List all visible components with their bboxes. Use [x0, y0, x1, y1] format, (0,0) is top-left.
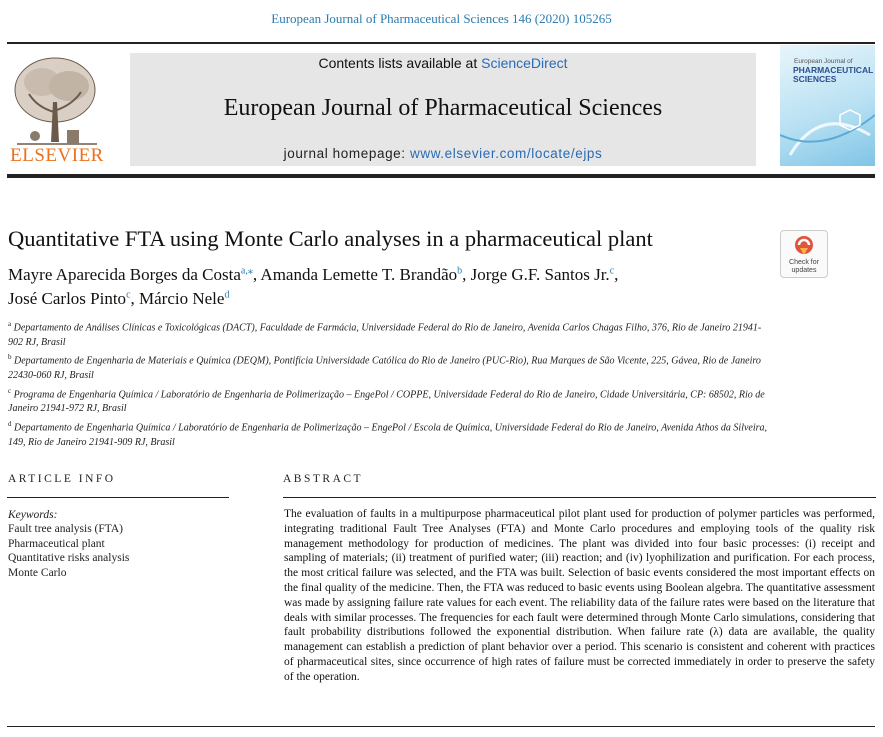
keyword: Monte Carlo — [8, 566, 67, 579]
journal-title: European Journal of Pharmaceutical Sciences — [223, 95, 663, 121]
affiliation: $^d$ Departamento de Engenharia Química / Laboratório de Engenharia de Polimerização – EngePol / Escola de Química, Universidade Federal do Rio de Janeiro, Avenida Athos da Silveira, 149, Rio de Janeiro 21941-909 RJ, Brasil — [8, 419, 768, 448]
author-name[interactable]: Márcio Nele — [139, 289, 225, 308]
keywords-list — [8, 522, 129, 580]
abstract-heading: ABSTRACT — [283, 473, 364, 485]
journal-homepage-line — [130, 146, 756, 161]
check-updates-label: Check for updates — [789, 259, 819, 274]
author-name[interactable]: José Carlos Pinto — [8, 289, 127, 308]
author-list: Mayre Aparecida Borges da Costa$^{a,⁎}$, Amanda Lemette T. Brandão$^b$, Jorge G.F. Santos Jr.$^c$, José Carlos Pinto$^c$, Márcio Nele$^d$ — [8, 265, 619, 308]
journal-citation-link[interactable]: European Journal of Pharmaceutical Sciences 146 (2020) 105265 — [271, 11, 612, 26]
abstract-rule — [283, 497, 876, 498]
check-for-updates-button[interactable] — [780, 230, 828, 278]
header-bottom-rule — [7, 174, 875, 178]
affiliation: $^b$ Departamento de Engenharia de Materiais e Química (DEQM), Pontifícia Universidade Católica do Rio de Janeiro (PUC-Rio), Rua Marques de São Vicente, 225, Gávea, Rio de Janeiro 22430-060 RJ, Brasil — [8, 353, 761, 382]
elsevier-wordmark: ELSEVIER — [10, 145, 104, 166]
author-affiliation-marker[interactable]: c — [126, 289, 131, 301]
keyword: Quantitative risks analysis — [8, 552, 130, 564]
author-name[interactable]: Amanda Lemette T. Brandão — [260, 265, 458, 284]
affiliation: $^a$ Departamento de Análises Clínicas e Toxicológicas (DACT), Faculdade de Farmácia, Universidade Federal do Rio de Janeiro, Avenida Carlos Chagas Filho, 376, Rio de Janeiro 21941-902 RJ, Brasil — [8, 320, 762, 348]
abstract-body: The evaluation of faults in a multipurpose pharmaceutical pilot plant used for production of polymer particles was performed, integrating traditional Fault Tree Analyses (FTA) and Monte Carlo procedures and employing tools of the quality risk management methodology for production of medicines. The plant was divided into four basic processes: (i) receipt and sampling of materials; (ii) treatment of purified water; (iii) reaction; and (iv) lyophilization and purification. For each process, the most critical failure was selected, and the FTA was built. Selection of basic events considered the most important effects on the final quality of the medicine. Then, the FTA was reduced to basic events using Boolean algebra. The quantitative assessment was made by assigning failure rate values for each event. The reliability data of the failure rates were based on the literature that deals with similar processes. The frequencies for each fault were determined through Monte Carlo simulations, considering that fault probability distributions followed the exponential distribution. When failure rate (λ) data are available, the quality management can establish a prediction of plant behavior over a period. This scenario is consistent and coherent with practices of pharmaceutical sites, since occurrence of high rates of failure must be corrected immediately in order to preserve the safety of the operation. — [284, 508, 875, 683]
author-affiliation-marker[interactable]: d — [224, 289, 230, 301]
article-info-heading: ARTICLE INFO — [8, 473, 116, 485]
journal-cover-thumbnail[interactable] — [780, 45, 875, 166]
affiliation: $^c$ Programa de Engenharia Química / Laboratório de Engenharia de Polimerização – EngePol / COPPE, Universidade Federal do Rio de Janeiro, Cidade Universitária, CP: 68502, Rio de Janeiro 21941-972 RJ, Brasil — [8, 386, 765, 415]
homepage-link[interactable]: www.elsevier.com/locate/ejps — [410, 146, 603, 161]
contents-available-line — [130, 55, 756, 71]
affiliation-list — [8, 317, 768, 450]
author-affiliation-marker[interactable]: b — [457, 265, 463, 277]
author-affiliation-marker[interactable]: c — [609, 265, 615, 277]
cover-molecule-graphic — [780, 95, 875, 166]
section-end-rule — [7, 726, 875, 727]
keyword: Fault tree analysis (FTA) — [8, 523, 124, 535]
keyword: Pharmaceutical plant — [8, 537, 105, 550]
article-info-rule — [7, 497, 229, 498]
header-top-rule — [7, 42, 875, 44]
article-title: Quantitative FTA using Monte Carlo analyses in a pharmaceutical plant — [8, 226, 653, 251]
cover-subtitle: European Journal of — [794, 58, 853, 65]
author-affiliation-marker[interactable]: a,⁎ — [240, 265, 253, 277]
author-name[interactable]: Jorge G.F. Santos Jr. — [470, 265, 610, 284]
homepage-prefix: journal homepage: — [283, 146, 410, 161]
contents-prefix: Contents lists available at — [318, 55, 482, 71]
cover-title: PHARMACEUTICAL SCIENCES — [793, 65, 874, 84]
sciencedirect-link[interactable]: ScienceDirect — [481, 55, 568, 71]
author-name[interactable]: Mayre Aparecida Borges da Costa — [8, 265, 241, 284]
keywords-label: Keywords: — [8, 509, 58, 521]
check-updates-icon — [794, 235, 814, 257]
